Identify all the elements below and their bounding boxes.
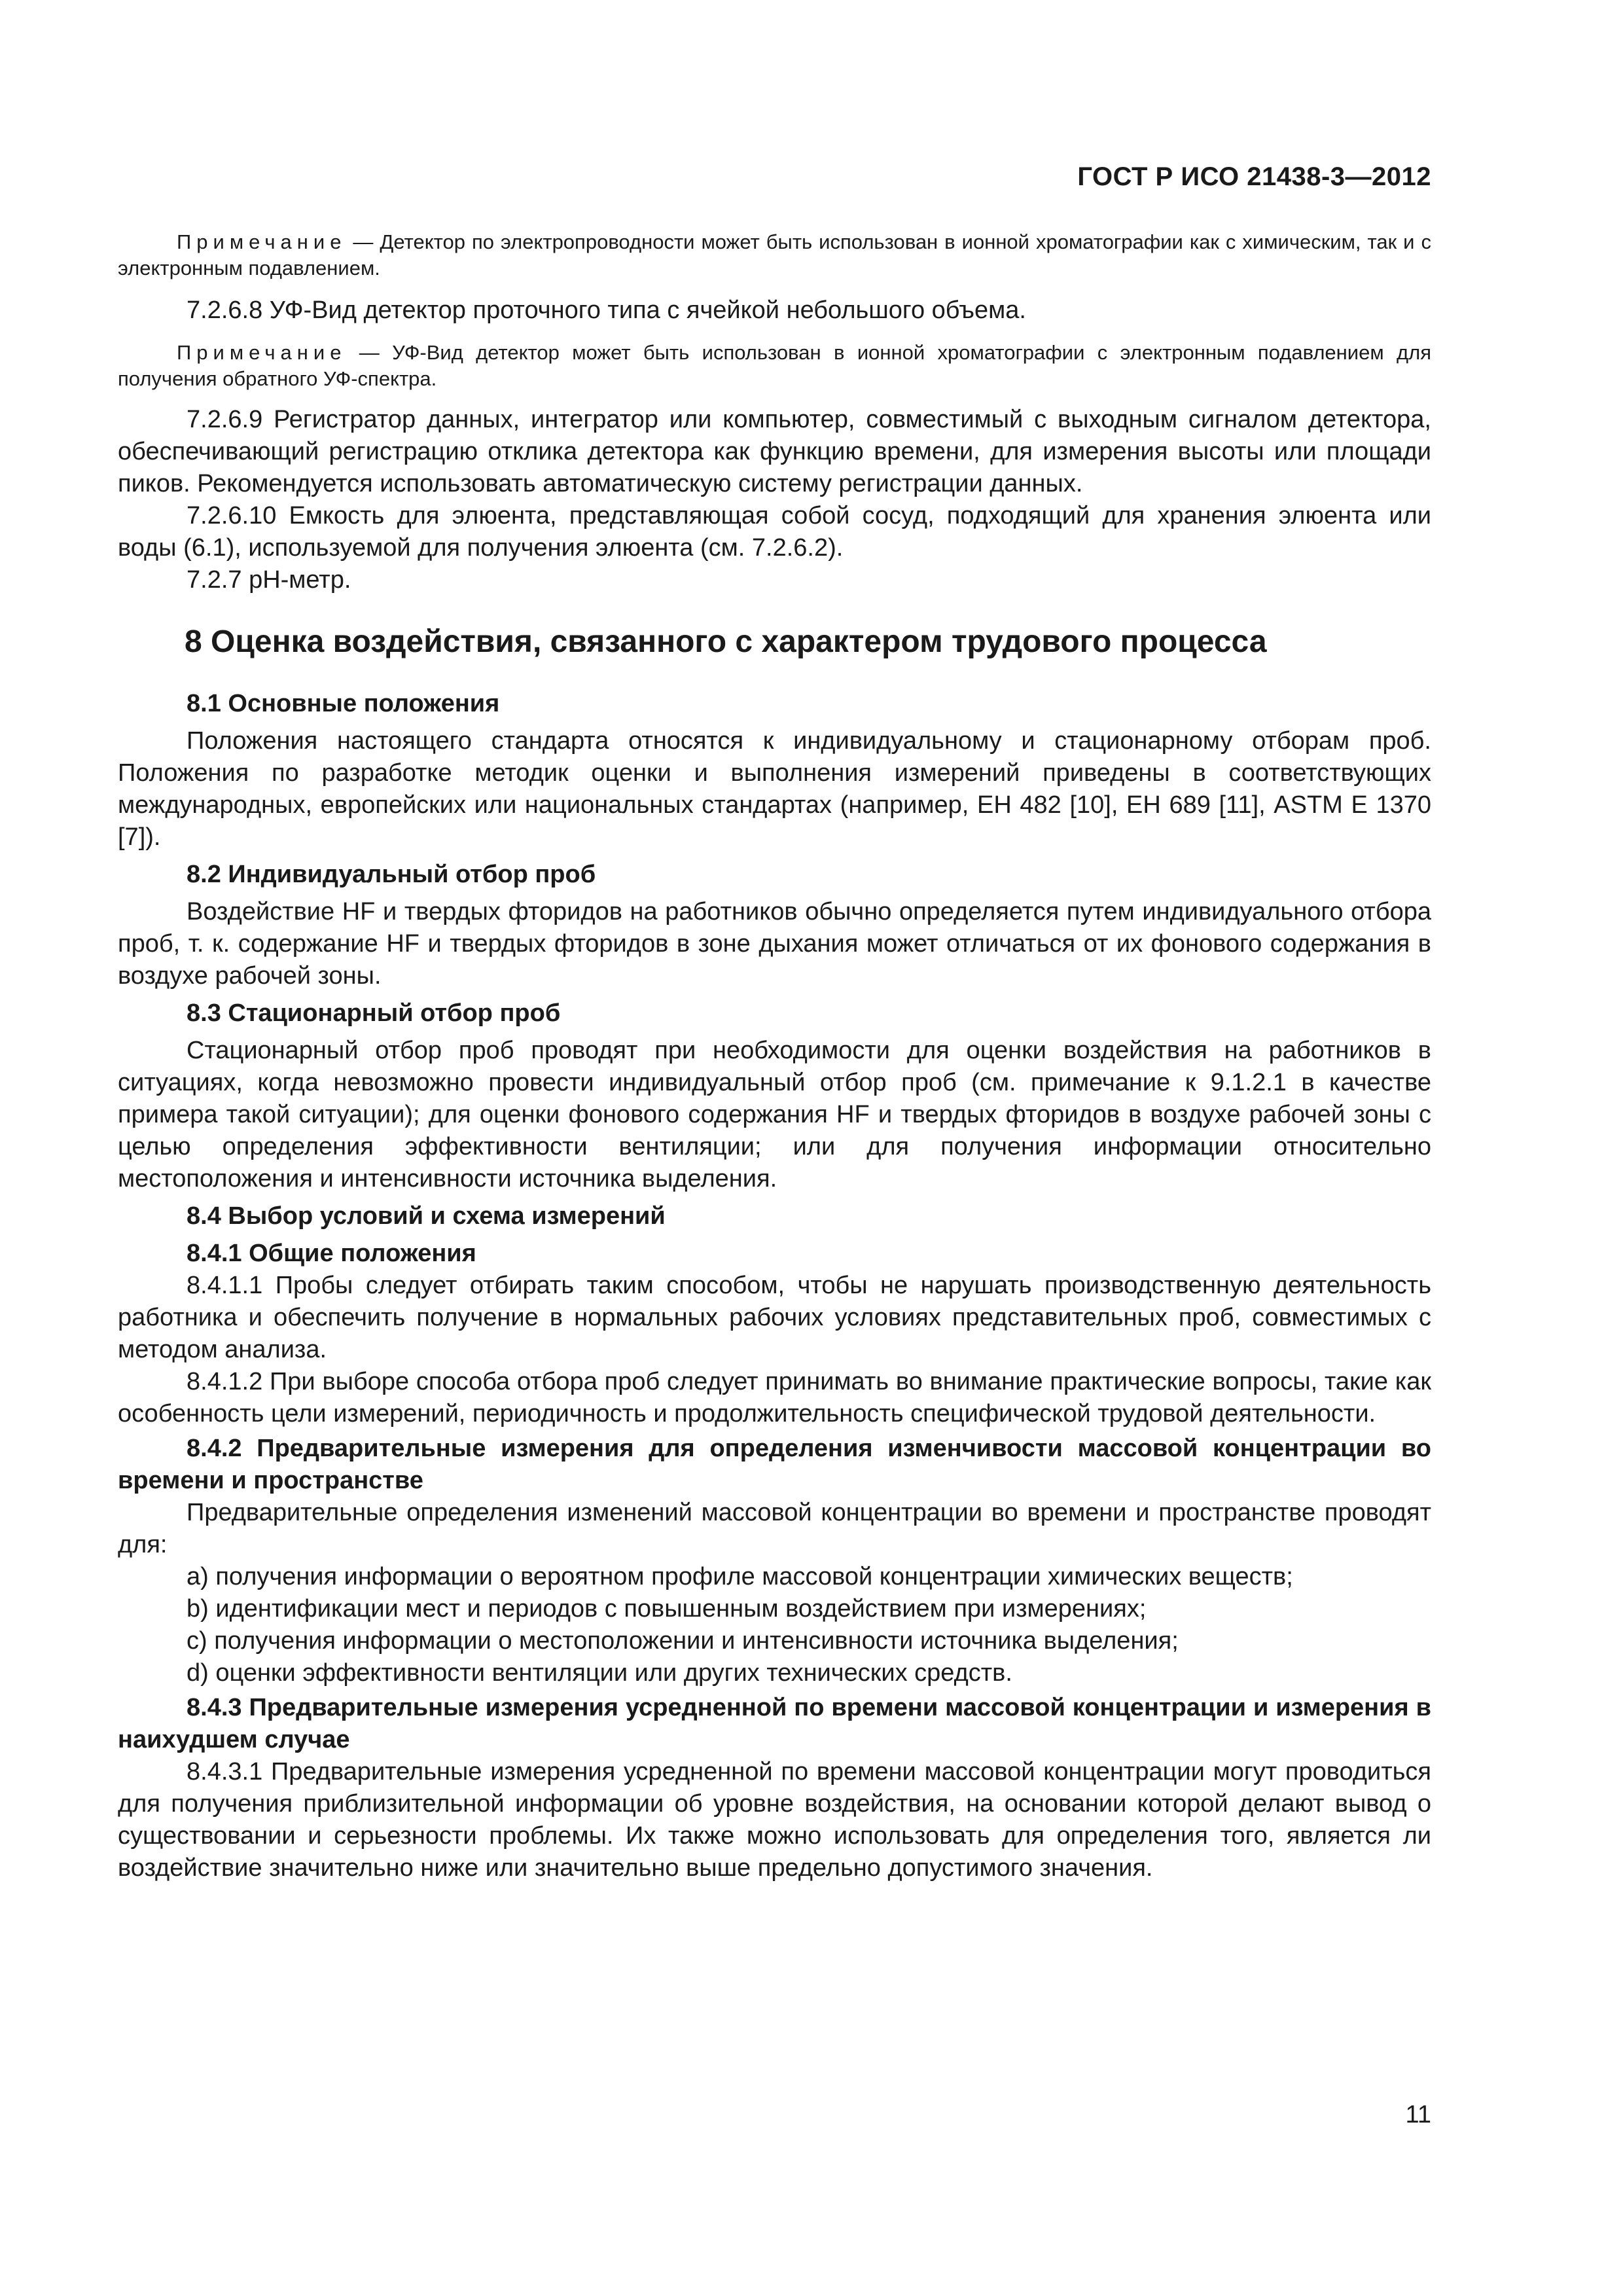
list-item: c) получения информации о местоположении и интенсивности источника выделения;	[187, 1627, 1179, 1655]
section-8-3-heading: 8.3 Стационарный отбор проб	[187, 999, 561, 1027]
note-conductivity-detector	[118, 229, 1431, 281]
section-8-heading: 8 Оценка воздействия, связанного с характером трудового процесса	[185, 624, 1267, 659]
paragraph-7-2-6-8: 7.2.6.8 УФ-Вид детектор проточного типа с ячейкой небольшого объема.	[187, 296, 1026, 324]
note-uv-detector	[118, 340, 1431, 392]
paragraph-8-3: Стационарный отбор проб проводят при необходимости для оценки воздействия на работников в ситуациях, когда невозможно провести индивидуальный отбор проб (см. примечание к 9.1.2.1 в качестве примера такой ситуации); для оценки фонового содержания HF и твердых фторидов в воздухе рабочей зоны с целью определения эффективности вентиляции; или для получения информации относительно местоположения и интенсивности источника выделения.	[118, 1037, 1431, 1193]
paragraph-8-2: Воздействие HF и твердых фторидов на работников обычно определяется путем индивидуального отбора проб, т. к. содержание HF и твердых фторидов в зоне дыхания может отличаться от их фонового содержания в воздухе рабочей зоны.	[118, 898, 1431, 990]
note-label: Примечание	[177, 230, 347, 253]
note-label: Примечание	[177, 341, 347, 364]
list-item: a) получения информации о вероятном профиле массовой концентрации химических веществ;	[187, 1563, 1293, 1590]
paragraph-8-1: Положения настоящего стандарта относятся к индивидуальному и стационарному отборам проб. Положения по разработке методик оценки и выполнения измерений приведены в соответствующих международных, европейских или национальных стандартах (например, ЕН 482 [10], ЕН 689 [11], ASTM E 1370 [7]).	[118, 727, 1431, 851]
section-8-4-heading: 8.4 Выбор условий и схема измерений	[187, 1202, 666, 1230]
section-8-4-1-heading: 8.4.1 Общие положения	[187, 1240, 476, 1267]
note-text: — УФ-Вид детектор может быть использован в ионной хроматографии с электронным подавлением для получения обратного УФ-спектра.	[118, 341, 1431, 390]
section-8-4-3-heading: 8.4.3 Предварительные измерения усредненной по времени массовой концентрации и измерения в наихудшем случае	[118, 1694, 1431, 1753]
list-item: d) оценки эффективности вентиляции или других технических средств.	[187, 1659, 1012, 1687]
page-number: 11	[1405, 2101, 1431, 2128]
paragraph-8-4-3-1: 8.4.3.1 Предварительные измерения усредненной по времени массовой концентрации могут проводиться для получения приблизительной информации об уровне воздействия, на основании которой делают вывод о существовании и серьезности проблемы. Их также можно использовать для определения того, является ли воздействие значительно ниже или значительно выше предельно допустимого значения.	[118, 1758, 1431, 1882]
list-item: b) идентификации мест и периодов с повышенным воздействием при измерениях;	[187, 1595, 1147, 1623]
paragraph-8-4-2: Предварительные определения изменений массовой концентрации во времени и пространстве проводят для:	[118, 1499, 1431, 1558]
section-8-2-heading: 8.2 Индивидуальный отбор проб	[187, 861, 596, 888]
standard-code-header: ГОСТ Р ИСО 21438-3—2012	[1077, 162, 1431, 191]
section-8-1-heading: 8.1 Основные положения	[187, 690, 500, 717]
paragraph-7-2-6-9: 7.2.6.9 Регистратор данных, интегратор или компьютер, совместимый с выходным сигналом детектора, обеспечивающий регистрацию отклика детектора как функцию времени, для измерения высоты или площади пиков. Рекомендуется использовать автоматическую систему регистрации данных.	[118, 406, 1431, 497]
section-8-4-2-heading: 8.4.2 Предварительные измерения для определения изменчивости массовой концентрации во времени и пространстве	[118, 1435, 1431, 1494]
page-content	[118, 229, 1431, 1884]
paragraph-7-2-7: 7.2.7 pH-метр.	[187, 566, 351, 594]
paragraph-8-4-1-2: 8.4.1.2 При выборе способа отбора проб следует принимать во внимание практические вопросы, такие как особенность цели измерений, периодичность и продолжительность специфической трудовой деятельности.	[118, 1368, 1431, 1427]
note-text: — Детектор по электропроводности может быть использован в ионной хроматографии как с химическим, так и с электронным подавлением.	[118, 230, 1431, 279]
paragraph-8-4-1-1: 8.4.1.1 Пробы следует отбирать таким способом, чтобы не нарушать производственную деятельность работника и обеспечить получение в нормальных рабочих условиях представительных проб, совместимых с методом анализа.	[118, 1272, 1431, 1363]
paragraph-7-2-6-10: 7.2.6.10 Емкость для элюента, представляющая собой сосуд, подходящий для хранения элюента или воды (6.1), используемой для получения элюента (см. 7.2.6.2).	[118, 502, 1431, 562]
